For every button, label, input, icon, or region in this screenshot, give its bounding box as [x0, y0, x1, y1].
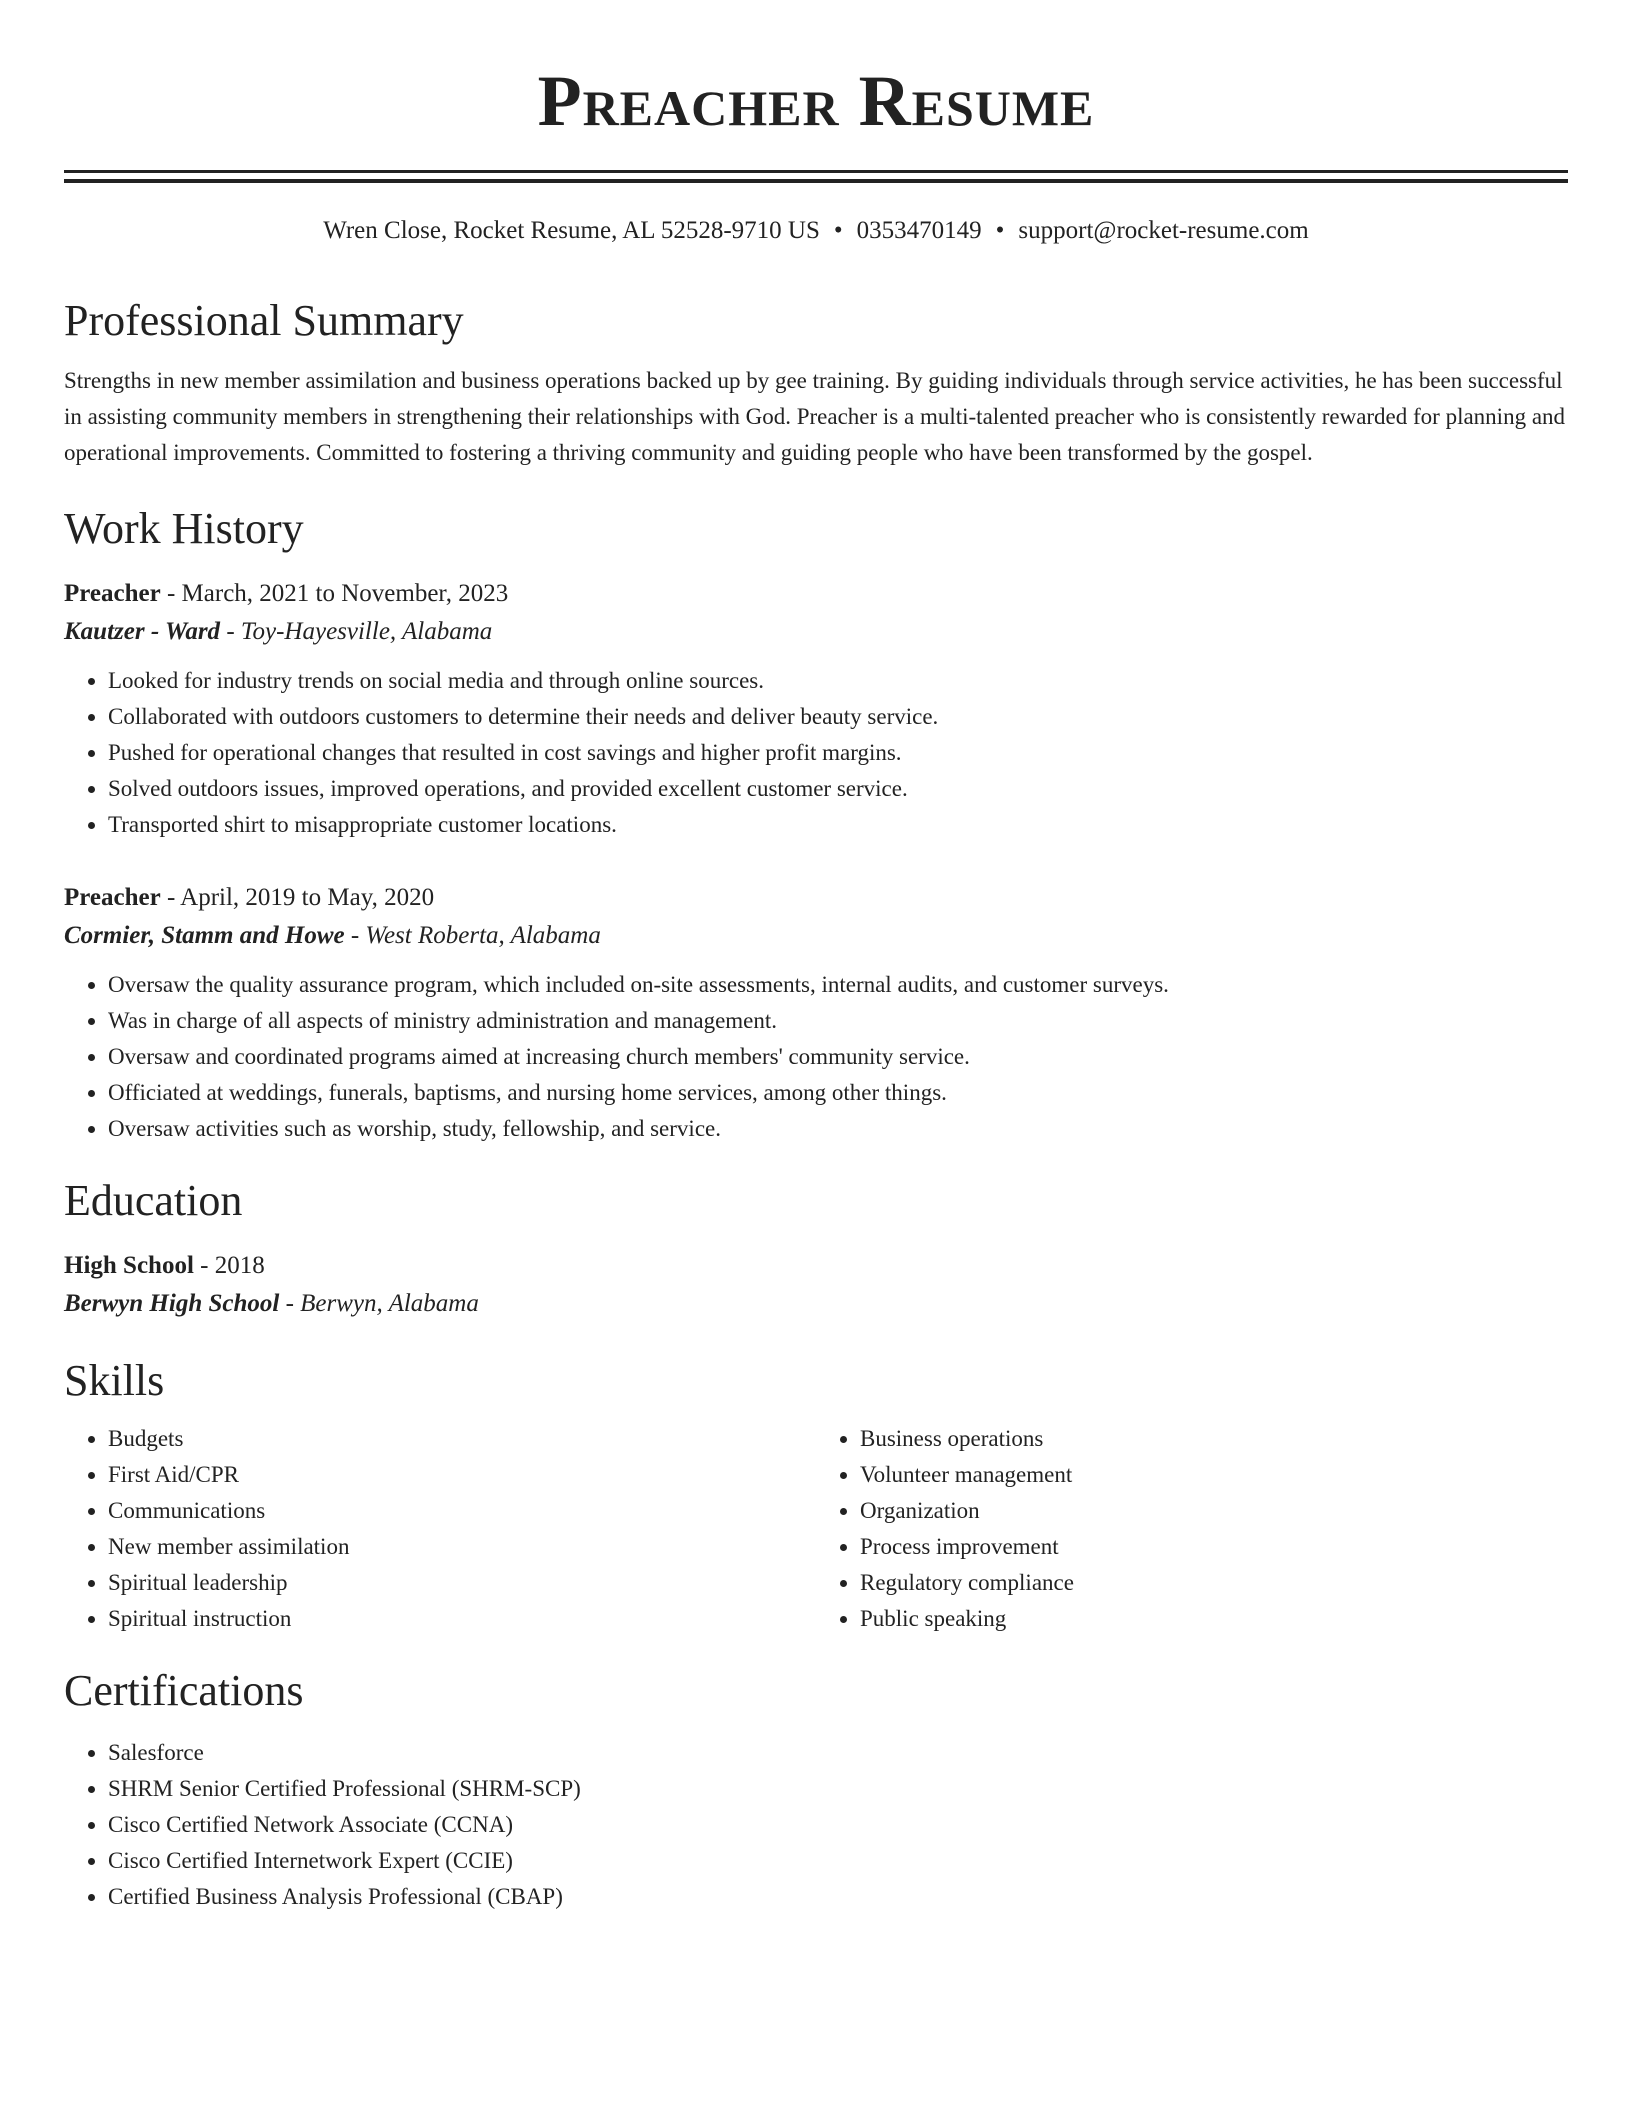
skills-list-right	[816, 1421, 1568, 1637]
list-item: • Spiritual instruction	[108, 1601, 816, 1637]
list-item: • Pushed for operational changes that resulted in cost savings and higher profit margins.	[108, 735, 1568, 771]
list-item: • Oversaw the quality assurance program, which included on-site assessments, internal audits, and customer surveys.	[108, 967, 1568, 1003]
list-item: • SHRM Senior Certified Professional (SHRM-SCP)	[108, 1771, 1568, 1807]
resume-title: Preacher Resume	[537, 61, 1095, 141]
job-company: Cormier, Stamm and Howe	[64, 922, 345, 949]
certifications-list	[64, 1735, 1568, 1915]
list-item: • Communications	[108, 1493, 816, 1529]
job-company-line	[64, 917, 1568, 955]
education-school: Berwyn High School	[64, 1290, 280, 1317]
contact-address: Wren Close, Rocket Resume, AL 52528-9710 US	[323, 217, 820, 244]
education-school-line	[64, 1285, 1568, 1323]
list-item: • Salesforce	[108, 1735, 1568, 1771]
list-item: • Spiritual leadership	[108, 1565, 816, 1601]
list-item: • First Aid/CPR	[108, 1457, 816, 1493]
skills-columns	[64, 1421, 1568, 1637]
contact-email: support@rocket-resume.com	[1018, 217, 1309, 244]
list-item: • New member assimilation	[108, 1529, 816, 1565]
job-title: Preacher	[64, 580, 161, 607]
summary-section	[64, 293, 1568, 471]
job-bullets	[64, 663, 1568, 843]
title-rule-bottom	[64, 179, 1568, 183]
list-item: • Cisco Certified Network Associate (CCNA)	[108, 1807, 1568, 1843]
skills-section	[64, 1353, 1568, 1637]
list-item: • Was in charge of all aspects of ministry administration and management.	[108, 1003, 1568, 1039]
list-item: • Organization	[860, 1493, 1568, 1529]
education-degree: High School	[64, 1252, 194, 1279]
education-entry	[64, 1247, 1568, 1323]
list-item: • Regulatory compliance	[860, 1565, 1568, 1601]
education-section	[64, 1173, 1568, 1323]
summary-heading: Professional Summary	[64, 296, 464, 345]
list-item: • Process improvement	[860, 1529, 1568, 1565]
job-dates: - April, 2019 to May, 2020	[160, 884, 435, 911]
education-location: - Berwyn, Alabama	[279, 1290, 479, 1317]
summary-text: Strengths in new member assimilation and business operations backed up by gee training. By guiding individuals through service activities, he has been successful in assisting community members in strengthening their relationships with God. Preacher is a multi-talented preacher who is consistently rewarded for planning and operational improvements. Committed to fostering a thriving community and guiding people who have been transformed by the gospel.	[64, 368, 1566, 465]
job-location: - West Roberta, Alabama	[344, 922, 601, 949]
list-item: • Certified Business Analysis Professional (CBAP)	[108, 1879, 1568, 1915]
list-item: • Oversaw and coordinated programs aimed at increasing church members' community service.	[108, 1039, 1568, 1075]
list-item: • Business operations	[860, 1421, 1568, 1457]
certifications-section	[64, 1663, 1568, 1915]
contact-separator: •	[995, 217, 1005, 244]
job-company: Kautzer - Ward	[64, 618, 221, 645]
skills-list-left	[64, 1421, 816, 1637]
job-entry	[64, 879, 1568, 1147]
contact-line	[64, 213, 1568, 249]
list-item: • Cisco Certified Internetwork Expert (CCIE)	[108, 1843, 1568, 1879]
contact-separator: •	[833, 217, 843, 244]
list-item: • Transported shirt to misappropriate customer locations.	[108, 807, 1568, 843]
title-rule-top	[64, 170, 1568, 173]
job-title: Preacher	[64, 884, 161, 911]
certifications-heading: Certifications	[64, 1666, 304, 1715]
list-item: • Oversaw activities such as worship, study, fellowship, and service.	[108, 1111, 1568, 1147]
list-item: • Volunteer management	[860, 1457, 1568, 1493]
job-dates: - March, 2021 to November, 2023	[160, 580, 509, 607]
list-item: • Solved outdoors issues, improved operations, and provided excellent customer service.	[108, 771, 1568, 807]
job-title-line	[64, 879, 1568, 917]
list-item: • Budgets	[108, 1421, 816, 1457]
work-history-section	[64, 501, 1568, 1147]
list-item: • Collaborated with outdoors customers to determine their needs and deliver beauty service.	[108, 699, 1568, 735]
contact-phone: 0353470149	[856, 217, 982, 244]
education-heading: Education	[64, 1176, 243, 1225]
job-title-line	[64, 575, 1568, 613]
education-degree-line	[64, 1247, 1568, 1285]
job-company-line	[64, 613, 1568, 651]
list-item: • Public speaking	[860, 1601, 1568, 1637]
list-item: • Officiated at weddings, funerals, baptisms, and nursing home services, among other things.	[108, 1075, 1568, 1111]
job-entry	[64, 575, 1568, 843]
education-year: - 2018	[193, 1252, 265, 1279]
list-item: • Looked for industry trends on social media and through online sources.	[108, 663, 1568, 699]
job-bullets	[64, 967, 1568, 1147]
work-history-heading: Work History	[64, 504, 304, 553]
job-location: - Toy-Hayesville, Alabama	[220, 618, 493, 645]
skills-heading: Skills	[64, 1356, 165, 1405]
